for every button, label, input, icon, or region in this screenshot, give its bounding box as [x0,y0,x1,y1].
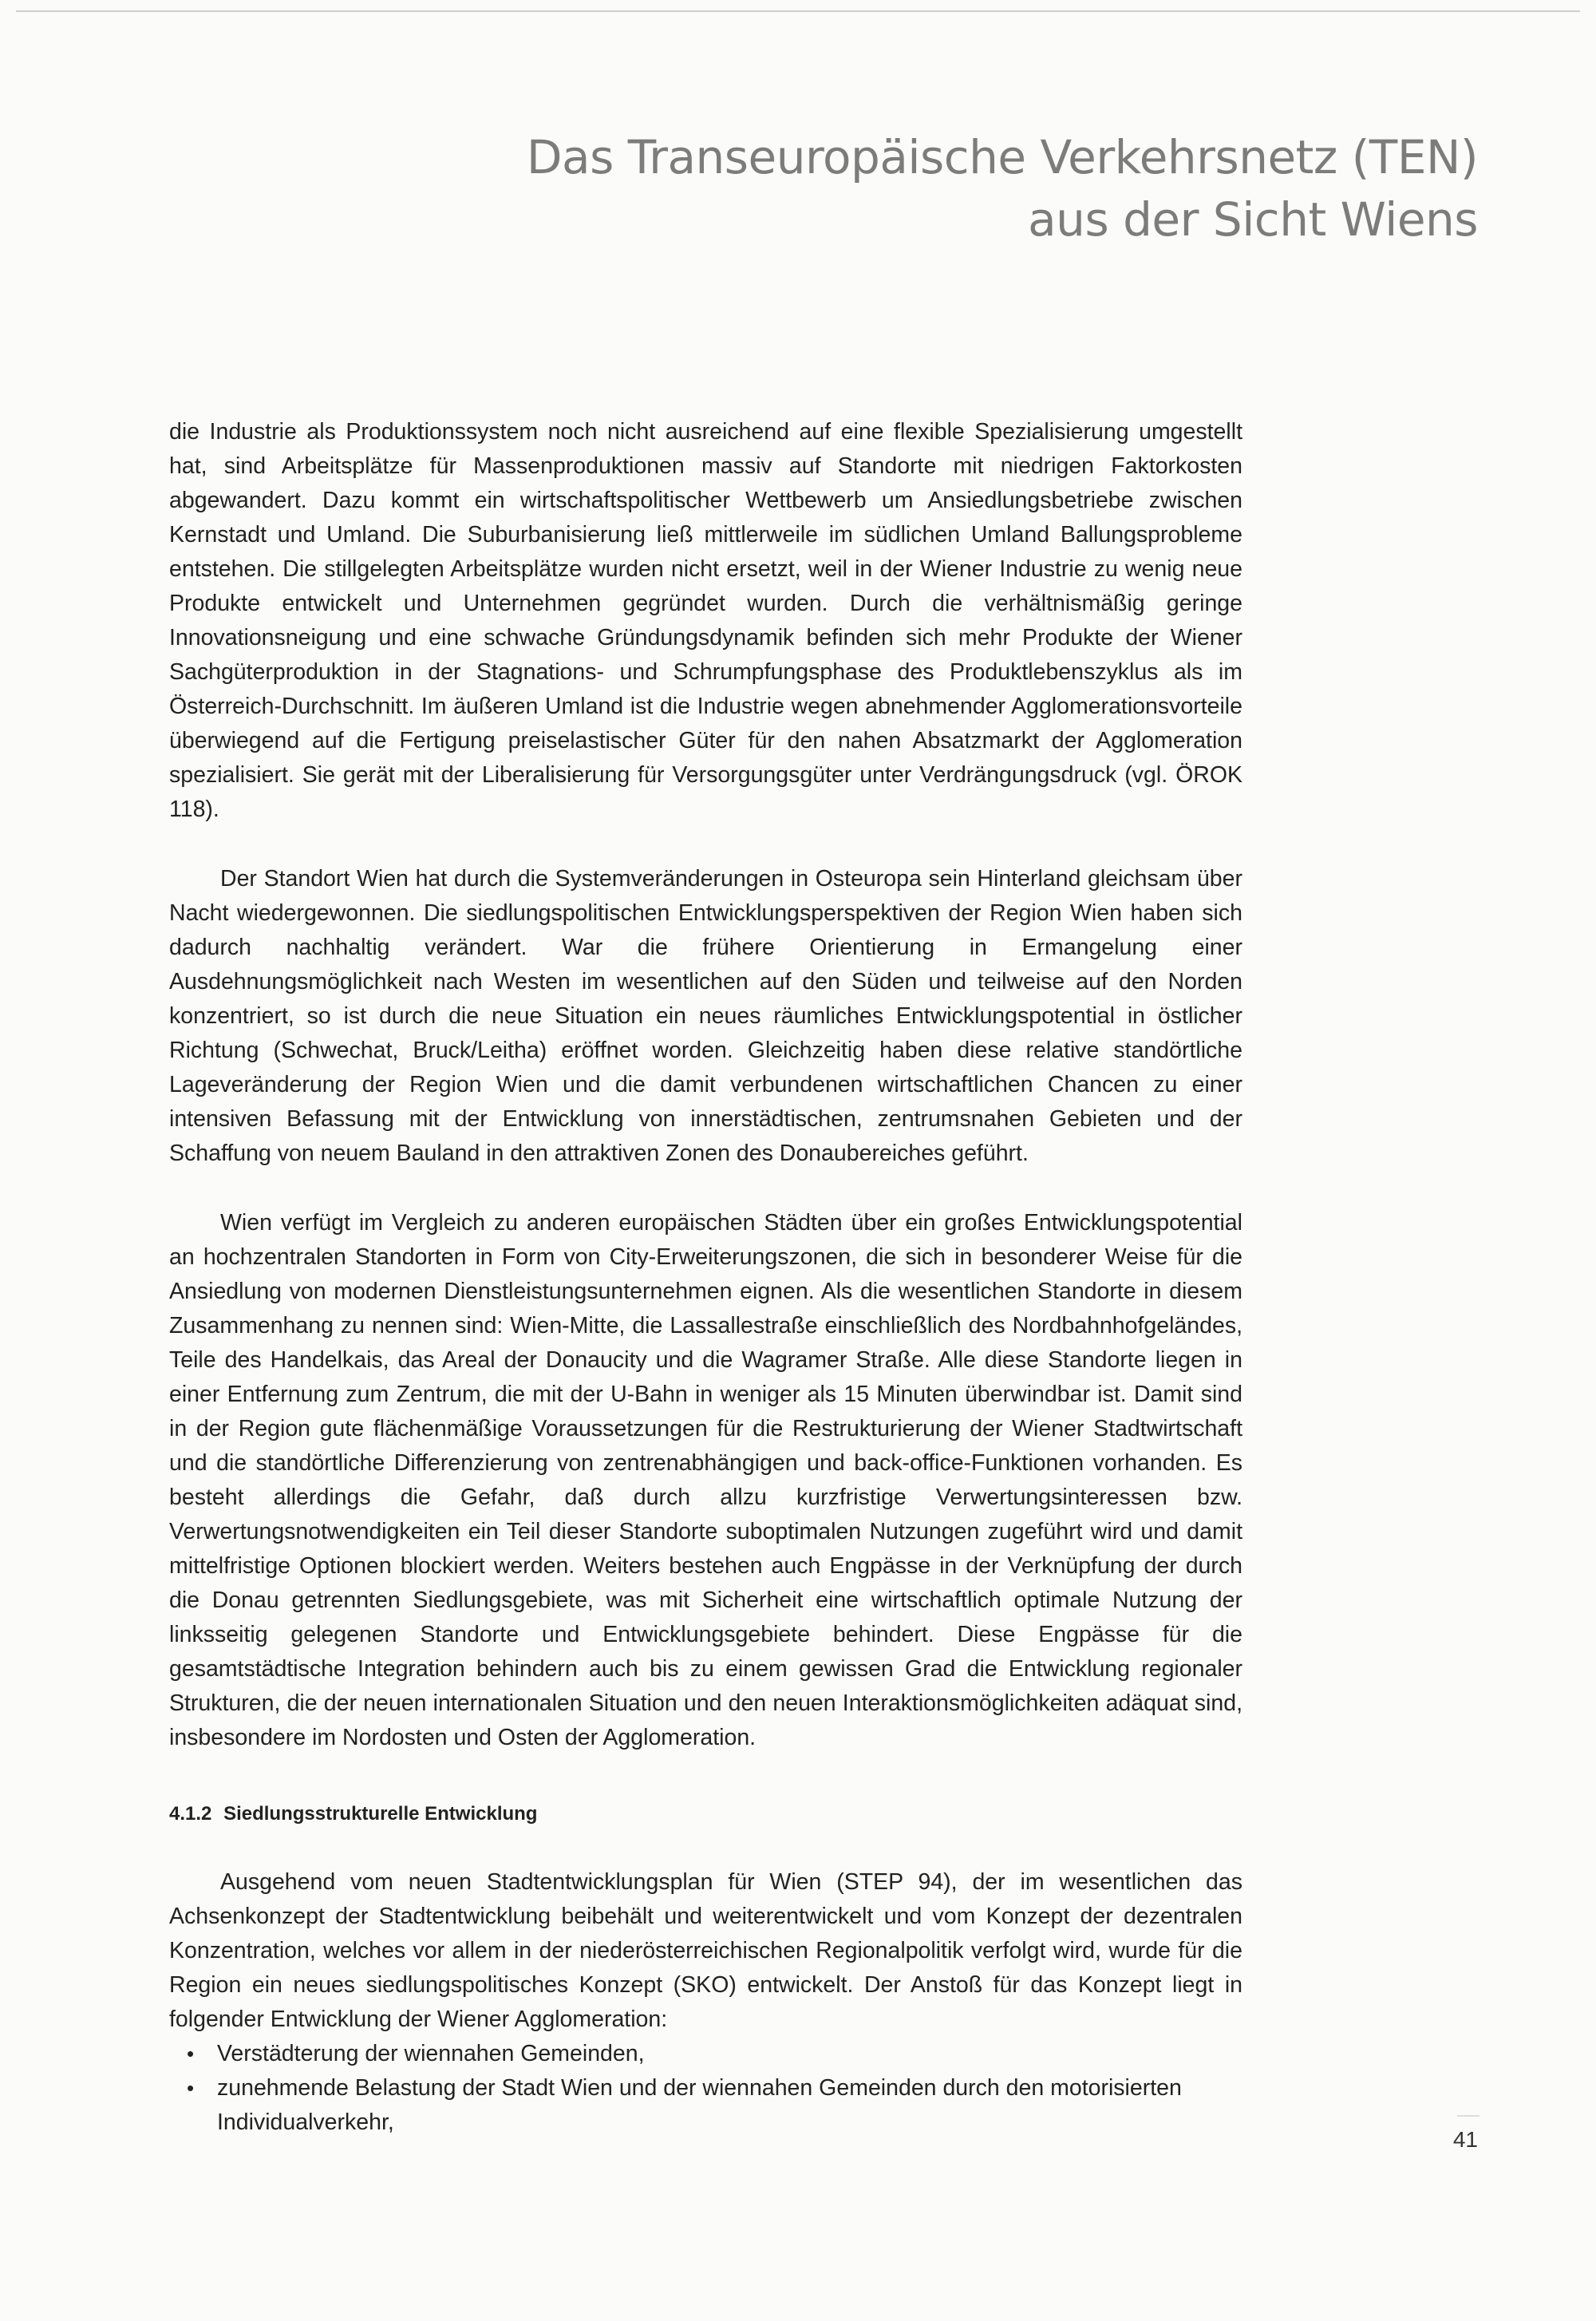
paragraph-3: Wien verfügt im Vergleich zu anderen europäischen Städten über ein großes Entwicklungspotential an hochzentralen Standorten in Form von City-Erweiterungszonen, die sich in besonderer Weise für die Ansiedlung von modernen Dienstleistungsunternehmen eignen. Als die wesentlichen Standorte in diesem Zusammenhang zu nennen sind: Wien-Mitte, die Lassallestraße einschließlich des Nordbahnhofgeländes, Teile des Handelkais, das Areal der Donaucity und die Wagramer Straße. Alle diese Standorte liegen in einer Entfernung zum Zentrum, die mit der U-Bahn in weniger als 15 Minuten überwindbar ist. Damit sind in der Region gute flächenmäßige Voraussetzungen für die Restrukturierung der Wiener Stadtwirtschaft und die standörtliche Differenzierung von zentrenabhängigen und back-office-Funktionen vorhanden. Es besteht allerdings die Gefahr, daß durch allzu kurzfristige Verwertungsinteressen bzw. Verwertungsnotwendigkeiten ein Teil dieser Standorte suboptimalen Nutzungen zugeführt wird und damit mittelfristige Optionen blockiert werden. Weiters bestehen auch Engpässe in der Verknüpfung der durch die Donau getrennten Siedlungsgebiete, was mit Sicherheit eine wirtschaftlich optimale Nutzung der linksseitig gelegenen Standorte und Entwicklungsgebiete behindert. Diese Engpässe für die gesamtstädtische Integration behindern auch bis zu einem gewissen Grad die Entwicklung regionaler Strukturen, die der neuen internationalen Situation und den neuen Interaktionsmöglichkeiten adäquat sind, insbesondere im Nordosten und Osten der Agglomeration. [169,1210,1242,1750]
section-number: 4.1.2 [169,1803,212,1825]
bullet-icon: • [187,2076,195,2100]
list-item-text: Verstädterung der wiennahen Gemeinden, [217,2041,645,2066]
section-title: Siedlungsstrukturelle Entwicklung [223,1803,538,1825]
paragraph-1: die Industrie als Produktionssystem noch nicht ausreichend auf eine flexible Spezialisierung umgestellt hat, sind Arbeitsplätze für Massenproduktionen massiv auf Standorte mit niedrigen Faktorkosten abgewandert. Dazu kommt ein wirtschaftspolitischer Wettbewerb um Ansiedlungsbetriebe zwischen Kernstadt und Umland. Die Suburbanisierung ließ mittlerweile im südlichen Umland Ballungsprobleme entstehen. Die stillgelegten Arbeitsplätze wurden nicht ersetzt, weil in der Wiener Industrie zu wenig neue Produkte entwickelt und Unternehmen gegründet wurden. Durch die verhältnismäßig geringe Innovationsneigung und eine schwache Gründungsdynamik befinden sich mehr Produkte der Wiener Sachgüterproduktion in der Stagnations- und Schrumpfungsphase des Produktlebenszyklus als im Österreich-Durchschnitt. Im äußeren Umland ist die Industrie wegen abnehmender Agglomerationsvorteile überwiegend auf die Fertigung preiselastischer Güter für den nahen Absatzmarkt der Agglomeration spezialisiert. Sie gerät mit der Liberalisierung für Versorgungsgüter unter Verdrängungsdruck (vgl. ÖROK 118). [169,419,1242,822]
list-item [169,2071,1242,2140]
page-title-line-2: aus der Sicht Wiens [1028,192,1478,247]
bullet-icon: • [187,2042,195,2066]
section-heading [169,1798,1242,1830]
list-item-text: zunehmende Belastung der Stadt Wien und der wiennahen Gemeinden durch den motorisierten Individualverkehr, [217,2075,1182,2135]
body-text [169,415,1242,2140]
page-number-mark [1457,2115,1479,2117]
top-rule [16,10,1580,12]
section-paragraph: Ausgehend vom neuen Stadtentwicklungsplan für Wien (STEP 94), der im wesentlichen das Achsenkonzept der Stadtentwicklung beibehält und weiterentwickelt und vom Konzept der dezentralen Konzentration, welches vor allem in der niederösterreichischen Regionalpolitik verfolgt wird, wurde für die Region ein neues siedlungspolitisches Konzept (SKO) entwickelt. Der Anstoß für das Konzept liegt in folgender Entwicklung der Wiener Agglomeration: [169,1869,1242,2032]
list-item [169,2037,1242,2071]
page-number: 41 [1452,2127,1478,2152]
page-title [361,126,1478,251]
bullet-list [169,2037,1242,2140]
paragraph-2: Der Standort Wien hat durch die Systemveränderungen in Osteuropa sein Hinterland gleichsam über Nacht wiedergewonnen. Die siedlungspolitischen Entwicklungsperspektiven der Region Wien haben sich dadurch nachhaltig verändert. War die frühere Orientierung in Ermangelung einer Ausdehnungsmöglichkeit nach Westen im wesentlichen auf den Süden und teilweise auf den Norden konzentriert, so ist durch die neue Situation ein neues räumliches Entwicklungspotential in östlicher Richtung (Schwechat, Bruck/Leitha) eröffnet worden. Gleichzeitig haben diese relative standörtliche Lageveränderung der Region Wien und die damit verbundenen wirtschaftlichen Chancen zu einer intensiven Befassung mit der Entwicklung von innerstädtischen, zentrumsnahen Gebieten und der Schaffung von neuem Bauland in den attraktiven Zonen des Donaubereiches geführt. [169,866,1242,1166]
page-title-line-1: Das Transeuropäische Verkehrsnetz (TEN) [526,130,1478,184]
